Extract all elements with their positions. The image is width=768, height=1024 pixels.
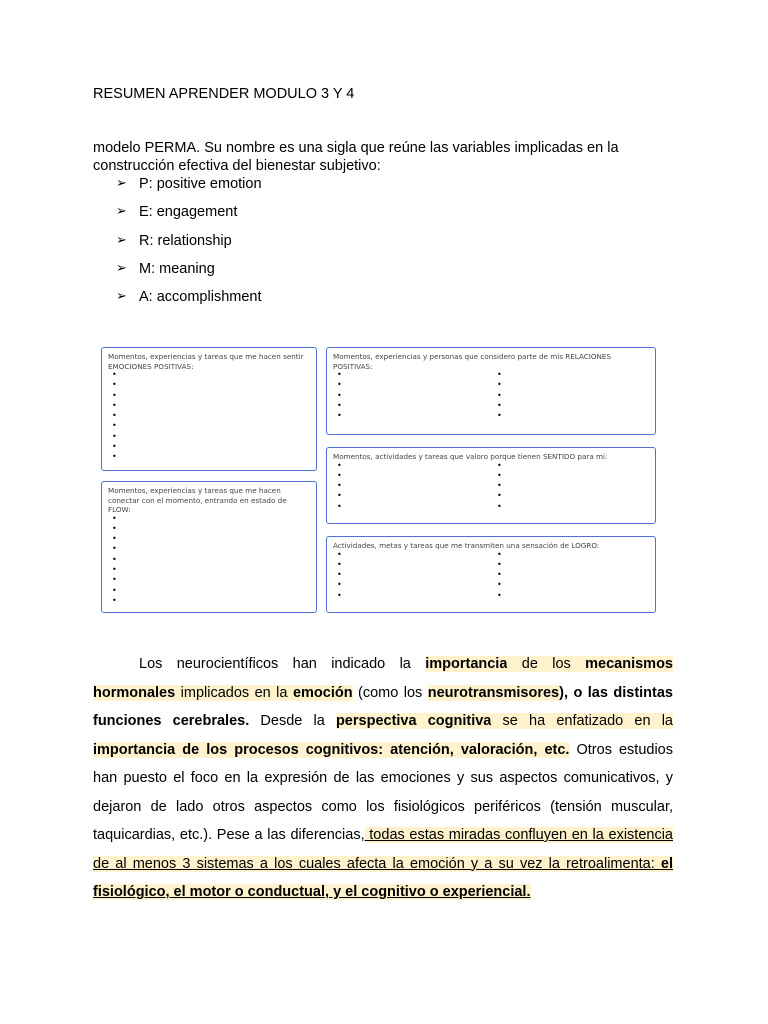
body-paragraph <box>93 650 673 907</box>
relaciones-positivas-box <box>326 347 656 435</box>
empty-bullet <box>102 381 316 391</box>
logro-box <box>326 536 656 613</box>
empty-bullet <box>327 503 487 513</box>
empty-bullet <box>327 482 487 492</box>
empty-bullet <box>102 545 316 555</box>
empty-bullet <box>102 412 316 422</box>
empty-bullet <box>487 571 647 581</box>
empty-bullet <box>327 561 487 571</box>
empty-bullet <box>487 581 647 591</box>
list-item-text: M: meaning <box>139 260 215 277</box>
bold-run: ), o las distintas funciones cerebrales. <box>93 684 673 729</box>
text-run: (como los <box>352 684 428 701</box>
text-run: Los neurocientíficos han indicado la <box>139 656 426 672</box>
perma-list <box>116 175 262 316</box>
box-label: Momentos, actividades y tareas que valoro porque tienen SENTIDO para mi: <box>333 452 608 461</box>
empty-bullet <box>327 462 487 472</box>
list-item <box>116 232 262 260</box>
text-run: Otros estudios han puesto el foco en la expresión de las emociones y sus aspectos comunicativos, y dejaron de lado otros aspectos como los fisiológicos periféricos (tensión muscular, taquicardias, etc.). Pese a las diferencias, <box>93 741 674 843</box>
empty-bullet <box>327 581 487 591</box>
highlight-underline-bold-run: el fisiológico, el motor o conductual, y el cognitivo o experiencial. <box>93 855 673 900</box>
bullet-list <box>327 371 487 422</box>
empty-bullet <box>487 462 647 472</box>
bullet-list <box>327 551 487 602</box>
empty-bullet <box>327 412 487 422</box>
highlight-bold-run: mecanismos hormonales <box>93 656 673 701</box>
empty-bullet <box>102 556 316 566</box>
empty-bullet <box>487 392 647 402</box>
flow-box <box>101 481 317 613</box>
bullet-columns <box>327 371 655 422</box>
sentido-box <box>326 447 656 524</box>
empty-bullet <box>102 433 316 443</box>
arrow-bullet-icon: ➢ <box>116 260 127 276</box>
bullet-list <box>487 551 647 602</box>
empty-bullet <box>487 503 647 513</box>
empty-bullet <box>327 571 487 581</box>
document-title: RESUMEN APRENDER MODULO 3 Y 4 <box>93 86 355 102</box>
arrow-bullet-icon: ➢ <box>116 176 127 191</box>
empty-bullet <box>487 551 647 561</box>
emociones-positivas-box <box>101 347 317 471</box>
empty-bullet <box>487 381 647 391</box>
empty-bullet <box>102 402 316 412</box>
bullet-columns <box>327 462 655 513</box>
empty-bullet <box>487 402 647 412</box>
empty-bullet <box>327 371 487 381</box>
intro-text: modelo PERMA. Su nombre es una sigla que reúne las variables implicadas en la construcción efectiva del bienestar subjetivo: <box>93 140 619 174</box>
highlight-run: de los <box>507 656 586 672</box>
bullet-list <box>487 462 647 513</box>
empty-bullet <box>327 492 487 502</box>
bullet-list <box>102 371 316 464</box>
arrow-bullet-icon: ➢ <box>116 204 127 220</box>
empty-bullet <box>487 592 647 602</box>
bullet-list <box>487 371 647 422</box>
empty-bullet <box>102 453 316 463</box>
highlight-bold-run: emoción <box>292 684 353 701</box>
empty-bullet <box>327 381 487 391</box>
empty-bullet <box>102 587 316 597</box>
empty-bullet <box>102 392 316 402</box>
list-item-text: R: relationship <box>139 232 232 249</box>
empty-bullet <box>487 492 647 502</box>
empty-bullet <box>102 371 316 381</box>
empty-bullet <box>102 422 316 432</box>
empty-bullet <box>327 402 487 412</box>
list-item <box>116 175 262 203</box>
list-item <box>116 260 262 288</box>
empty-bullet <box>487 482 647 492</box>
empty-bullet <box>327 472 487 482</box>
box-label: Momentos, experiencias y tareas que me hacen conectar con el momento, entrando en estado de FLOW: <box>108 486 287 514</box>
empty-bullet <box>327 392 487 402</box>
highlight-bold-run: neurotransmisores <box>427 684 560 701</box>
highlight-bold-run: importancia de los procesos cognitivos: atención, valoración, etc. <box>93 741 570 758</box>
empty-bullet <box>102 443 316 453</box>
list-item-text: E: engagement <box>139 204 238 221</box>
box-label: Actividades, metas y tareas que me transmiten una sensación de LOGRO: <box>333 541 600 550</box>
empty-bullet <box>102 525 316 535</box>
text-run: Desde la <box>249 713 336 729</box>
highlight-run: se ha enfatizado en la <box>491 713 673 729</box>
empty-bullet <box>327 592 487 602</box>
list-item-text: A: accomplishment <box>139 289 262 306</box>
empty-bullet <box>102 597 316 607</box>
bullet-list <box>327 462 487 513</box>
bullet-list <box>102 515 316 608</box>
empty-bullet <box>487 371 647 381</box>
highlight-run: implicados en la <box>175 684 293 701</box>
empty-bullet <box>487 472 647 482</box>
list-item-text: P: positive emotion <box>139 176 262 192</box>
box-label: Momentos, experiencias y personas que considero parte de mis RELACIONES POSITIVAS: <box>333 352 612 371</box>
empty-bullet <box>102 535 316 545</box>
empty-bullet <box>487 412 647 422</box>
empty-bullet <box>327 551 487 561</box>
box-label: Momentos, experiencias y tareas que me hacen sentir EMOCIONES POSITIVAS: <box>108 352 304 371</box>
bullet-columns <box>327 551 655 602</box>
paragraph-text <box>93 650 673 907</box>
empty-bullet <box>487 561 647 571</box>
list-item <box>116 203 262 231</box>
empty-bullet <box>102 515 316 525</box>
highlight-bold-run: perspectiva cognitiva <box>335 713 492 729</box>
highlight-bold-run: importancia <box>425 656 508 672</box>
arrow-bullet-icon: ➢ <box>116 289 127 305</box>
empty-bullet <box>102 566 316 576</box>
highlight-underline-run: todas estas miradas confluyen en la existencia de al menos 3 sistemas a los cuales afecta la emoción y a su vez la retroalimenta: <box>93 827 673 872</box>
arrow-bullet-icon: ➢ <box>116 232 127 248</box>
empty-bullet <box>102 576 316 586</box>
list-item <box>116 288 262 316</box>
